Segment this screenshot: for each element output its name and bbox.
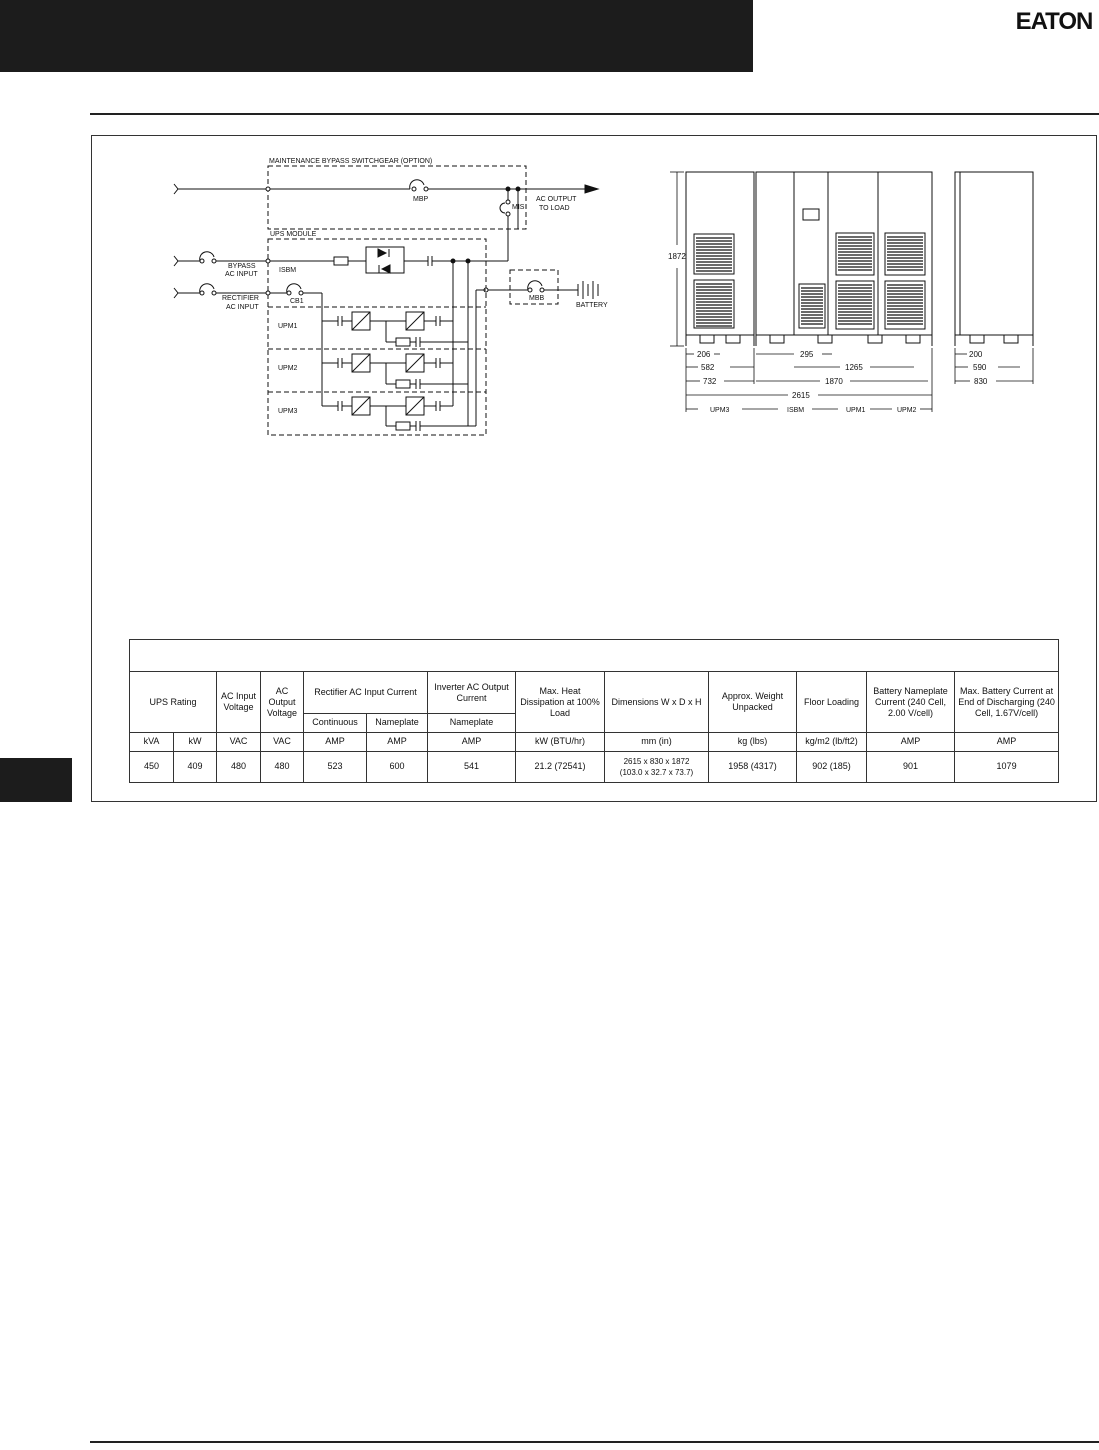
table-title-cell — [130, 640, 1059, 672]
cell-batt-max: 1079 — [955, 751, 1059, 782]
unit-cell: kg (lbs) — [709, 732, 797, 751]
ups-module-label: UPS MODULE — [270, 231, 317, 238]
schematic-labels — [222, 158, 608, 415]
col-weight: Approx. Weight Unpacked — [709, 672, 797, 732]
dim-582: 582 — [701, 363, 715, 372]
rectifier-label-2: AC INPUT — [226, 304, 259, 311]
mbs-title: MAINTENANCE BYPASS SWITCHGEAR (OPTION) — [269, 158, 433, 165]
bay-upm3: UPM3 — [710, 407, 730, 414]
unit-cell: AMP — [867, 732, 955, 751]
dim-732: 732 — [703, 377, 717, 386]
col-heat: Max. Heat Dissipation at 100% Load — [516, 672, 605, 732]
unit-cell: AMP — [955, 732, 1059, 751]
cell-weight: 1958 (4317) — [709, 751, 797, 782]
cell-rect-nameplate: 600 — [367, 751, 428, 782]
dimensions-mm: 2615 x 830 x 1872 — [623, 756, 690, 766]
dim-830: 830 — [974, 377, 988, 386]
table-units-row — [130, 732, 1059, 751]
cell-batt-nameplate: 901 — [867, 751, 955, 782]
bypass-label-2: AC INPUT — [225, 271, 258, 278]
dim-590: 590 — [973, 363, 987, 372]
bay-upm1: UPM1 — [846, 407, 866, 414]
cell-floor: 902 (185) — [797, 751, 867, 782]
col-inverter-current: Inverter AC Output Current — [428, 672, 516, 713]
cell-kva: 450 — [130, 751, 174, 782]
table-data-row — [130, 751, 1059, 782]
figure-drawings — [0, 0, 1099, 640]
col-rectifier-current: Rectifier AC Input Current — [304, 672, 428, 713]
logo-text: EATON — [1015, 8, 1093, 34]
mbb-label: MBB — [529, 295, 545, 302]
col-ac-output: AC Output Voltage — [261, 672, 304, 732]
cell-ac-in: 480 — [217, 751, 261, 782]
col-floor: Floor Loading — [797, 672, 867, 732]
col-dimensions: Dimensions W x D x H — [605, 672, 709, 732]
dim-295: 295 — [800, 350, 814, 359]
mbp-label: MBP — [413, 196, 429, 203]
dim-200: 200 — [969, 350, 983, 359]
cell-inv-nameplate: 541 — [428, 751, 516, 782]
unit-cell: AMP — [367, 732, 428, 751]
col-ac-input: AC Input Voltage — [217, 672, 261, 732]
dim-1265: 1265 — [845, 363, 863, 372]
dim-height: 1872 — [668, 252, 686, 261]
ac-output-label-1: AC OUTPUT — [536, 196, 577, 203]
cb1-label: CB1 — [290, 298, 304, 305]
table-header-row — [130, 672, 1059, 713]
upm3-label: UPM3 — [278, 408, 298, 415]
bay-labels — [710, 407, 917, 414]
unit-cell: kW — [174, 732, 217, 751]
col-rect-nameplate: Nameplate — [367, 713, 428, 732]
upm1-label: UPM1 — [278, 323, 298, 330]
unit-cell: VAC — [217, 732, 261, 751]
dimensions-in: (103.0 x 32.7 x 73.7) — [619, 767, 694, 777]
unit-cell: mm (in) — [605, 732, 709, 751]
cell-ac-out: 480 — [261, 751, 304, 782]
unit-cell: kW (BTU/hr) — [516, 732, 605, 751]
cell-rect-continuous: 523 — [304, 751, 367, 782]
bottom-rule — [90, 1441, 1099, 1443]
col-batt-nameplate: Battery Nameplate Current (240 Cell, 2.00 V/cell) — [867, 672, 955, 732]
mis-label: MIS — [512, 204, 525, 211]
unit-cell: AMP — [428, 732, 516, 751]
bypass-label-1: BYPASS — [228, 263, 256, 270]
dim-2615: 2615 — [792, 391, 810, 400]
table-title-row — [130, 640, 1059, 672]
rectifier-label-1: RECTIFIER — [222, 295, 259, 302]
unit-cell: kg/m2 (lb/ft2) — [797, 732, 867, 751]
bay-isbm: ISBM — [787, 407, 805, 414]
cell-kw: 409 — [174, 751, 217, 782]
dim-1870: 1870 — [825, 377, 843, 386]
col-inv-nameplate: Nameplate — [428, 713, 516, 732]
unit-cell: AMP — [304, 732, 367, 751]
ups-spec-table — [129, 639, 1059, 783]
ac-output-label-2: TO LOAD — [539, 205, 570, 212]
bay-upm2: UPM2 — [897, 407, 917, 414]
cell-heat: 21.2 (72541) — [516, 751, 605, 782]
battery-label: BATTERY — [576, 302, 608, 309]
dim-206: 206 — [697, 350, 711, 359]
section-tab — [0, 758, 72, 802]
unit-cell: VAC — [261, 732, 304, 751]
unit-cell: kVA — [130, 732, 174, 751]
upm2-label: UPM2 — [278, 365, 298, 372]
col-batt-max: Max. Battery Current at End of Discharging (240 Cell, 1.67V/cell) — [955, 672, 1059, 732]
col-continuous: Continuous — [304, 713, 367, 732]
isbm-label: ISBM — [279, 267, 297, 274]
cell-dimensions — [605, 751, 709, 782]
col-ups-rating: UPS Rating — [130, 672, 217, 732]
